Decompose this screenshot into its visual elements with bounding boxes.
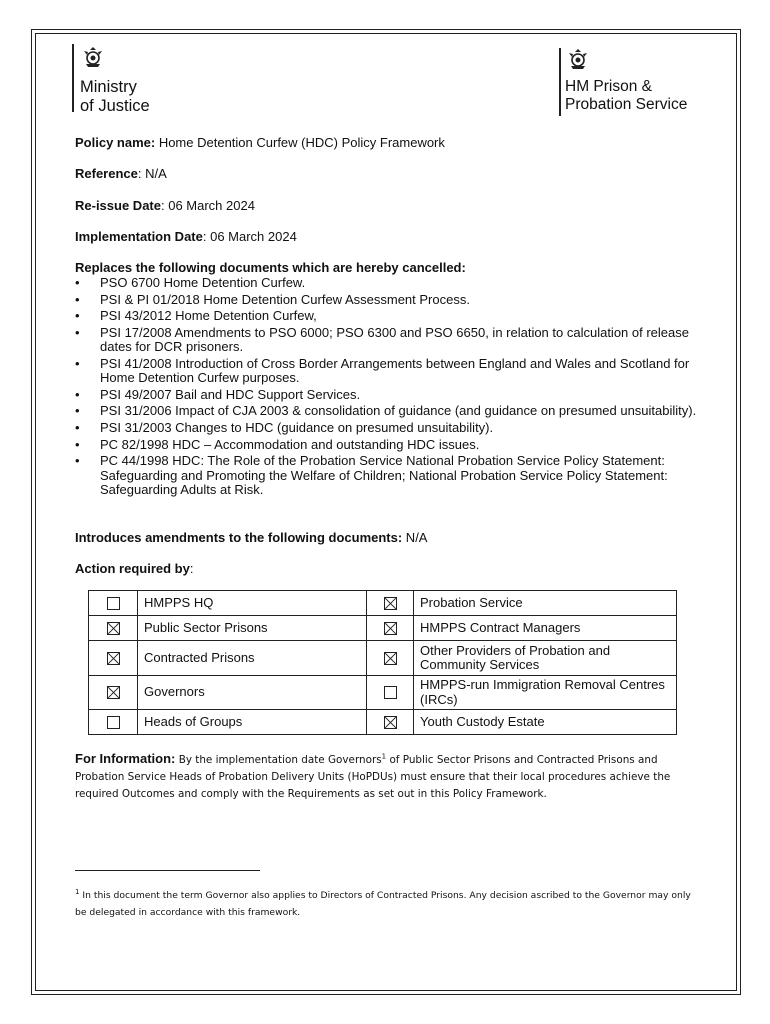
action-required-table xyxy=(88,590,677,735)
list-item: • PSI 43/2012 Home Detention Curfew, xyxy=(75,309,715,323)
policy-name-field xyxy=(75,135,445,150)
reissue-date-value: : 06 March 2024 xyxy=(160,198,255,213)
replaces-heading: Replaces the following documents which are hereby cancelled: xyxy=(75,260,466,275)
table-cell xyxy=(89,591,138,616)
footnote-text: In this document the term Governor also applies to Directors of Contracted Prisons. Any decision ascribed to the Governor may only be delegated in accordance with this framework. xyxy=(75,890,691,918)
footnote-separator xyxy=(75,870,260,871)
table-cell: Youth Custody Estate xyxy=(414,710,677,735)
table-cell xyxy=(367,616,414,641)
policy-name-label: Policy name: xyxy=(75,135,156,150)
reference-label: Reference xyxy=(75,166,138,181)
table-cell: HMPPS-run Immigration Removal Centres (IRCs) xyxy=(414,676,677,710)
table-row xyxy=(89,641,677,676)
table-cell xyxy=(367,641,414,676)
action-required-label: Action required by xyxy=(75,561,190,576)
table-row xyxy=(89,710,677,735)
table-cell: HMPPS Contract Managers xyxy=(414,616,677,641)
checkbox-public-sector-prisons[interactable] xyxy=(107,622,120,635)
checkbox-heads-of-groups[interactable] xyxy=(107,716,120,729)
table-cell xyxy=(89,676,138,710)
amendments-label: Introduces amendments to the following documents: xyxy=(75,530,403,545)
checkbox-other-providers[interactable] xyxy=(384,652,397,665)
list-item: • PSI 31/2006 Impact of CJA 2003 & consolidation of guidance (and guidance on presumed unsuitability). xyxy=(75,404,715,418)
footnote-reference[interactable]: 1 xyxy=(381,752,387,761)
table-cell: Public Sector Prisons xyxy=(138,616,367,641)
implementation-date-value: : 06 March 2024 xyxy=(202,229,297,244)
checkbox-governors[interactable] xyxy=(107,686,120,699)
logo-line-2: of Justice xyxy=(80,97,150,115)
checkbox-immigration-removal-centres[interactable] xyxy=(384,686,397,699)
implementation-date-field xyxy=(75,229,297,244)
table-cell: Probation Service xyxy=(414,591,677,616)
royal-crest-icon xyxy=(567,48,589,70)
list-item: • PC 44/1998 HDC: The Role of the Probation Service National Probation Service Policy Statement: Safeguarding and Promoting the Welfare of Children; National Probation Service Policy Statement: Safeguarding Adults at Risk. xyxy=(75,454,715,497)
table-row xyxy=(89,591,677,616)
amendments-value: N/A xyxy=(402,530,428,545)
amendments-field xyxy=(75,530,427,545)
logo-line-1: HM Prison & xyxy=(565,78,652,95)
logo-line-1: Ministry xyxy=(80,78,137,96)
list-item: • PSI 17/2008 Amendments to PSO 6000; PSO 6300 and PSO 6650, in relation to calculation of release dates for DCR prisoners. xyxy=(75,326,715,355)
table-cell: Heads of Groups xyxy=(138,710,367,735)
info-text-part-1: By the implementation date Governors xyxy=(175,754,382,766)
checkbox-contracted-prisons[interactable] xyxy=(107,652,120,665)
table-cell xyxy=(89,641,138,676)
reference-value: : N/A xyxy=(137,166,167,181)
ministry-logo-text xyxy=(80,78,150,116)
action-required-colon: : xyxy=(189,561,194,576)
logo-divider xyxy=(559,48,561,116)
checkbox-hmpps-contract-managers[interactable] xyxy=(384,622,397,635)
footnote xyxy=(75,887,700,921)
table-row xyxy=(89,676,677,710)
reference-field xyxy=(75,166,167,181)
table-cell: HMPPS HQ xyxy=(138,591,367,616)
table-cell xyxy=(367,591,414,616)
checkbox-hmpps-hq[interactable] xyxy=(107,597,120,610)
checkbox-probation-service[interactable] xyxy=(384,597,397,610)
table-cell: Governors xyxy=(138,676,367,710)
list-item: • PSO 6700 Home Detention Curfew. xyxy=(75,276,715,290)
list-item: • PSI 31/2003 Changes to HDC (guidance on presumed unsuitability). xyxy=(75,421,715,435)
info-text-part-2: of Public Sector Prisons and Contracted Prisons and Probation Service Heads of Probation Delivery Units (HoPDUs) must ensure that their local procedures achieve the required Outcomes and comply with the Requirements as set out in this Policy Framework. xyxy=(75,754,671,800)
footnote-number: 1 xyxy=(75,887,80,896)
implementation-date-label: Implementation Date xyxy=(75,229,203,244)
table-row xyxy=(89,616,677,641)
table-cell xyxy=(89,710,138,735)
reissue-date-label: Re-issue Date xyxy=(75,198,161,213)
table-cell xyxy=(89,616,138,641)
table-cell: Contracted Prisons xyxy=(138,641,367,676)
table-cell: Other Providers of Probation and Community Services xyxy=(414,641,677,676)
for-information-paragraph xyxy=(75,750,705,803)
royal-crest-icon xyxy=(82,46,104,68)
action-required-field xyxy=(75,561,193,576)
checkbox-youth-custody-estate[interactable] xyxy=(384,716,397,729)
list-item: • PSI & PI 01/2018 Home Detention Curfew Assessment Process. xyxy=(75,293,715,307)
list-item: • PC 82/1998 HDC – Accommodation and outstanding HDC issues. xyxy=(75,438,715,452)
replaced-documents-list xyxy=(75,276,715,500)
table-cell xyxy=(367,676,414,710)
for-information-label: For Information: xyxy=(75,751,176,766)
table-cell xyxy=(367,710,414,735)
policy-name-value: Home Detention Curfew (HDC) Policy Framework xyxy=(155,135,445,150)
list-item: • PSI 49/2007 Bail and HDC Support Services. xyxy=(75,388,715,402)
reissue-date-field xyxy=(75,198,255,213)
list-item: • PSI 41/2008 Introduction of Cross Border Arrangements between England and Wales and Scotland for Home Detention Curfew purposes. xyxy=(75,357,715,386)
logo-divider xyxy=(72,44,74,112)
logo-line-2: Probation Service xyxy=(565,96,688,113)
hmpps-logo-text xyxy=(565,78,687,114)
